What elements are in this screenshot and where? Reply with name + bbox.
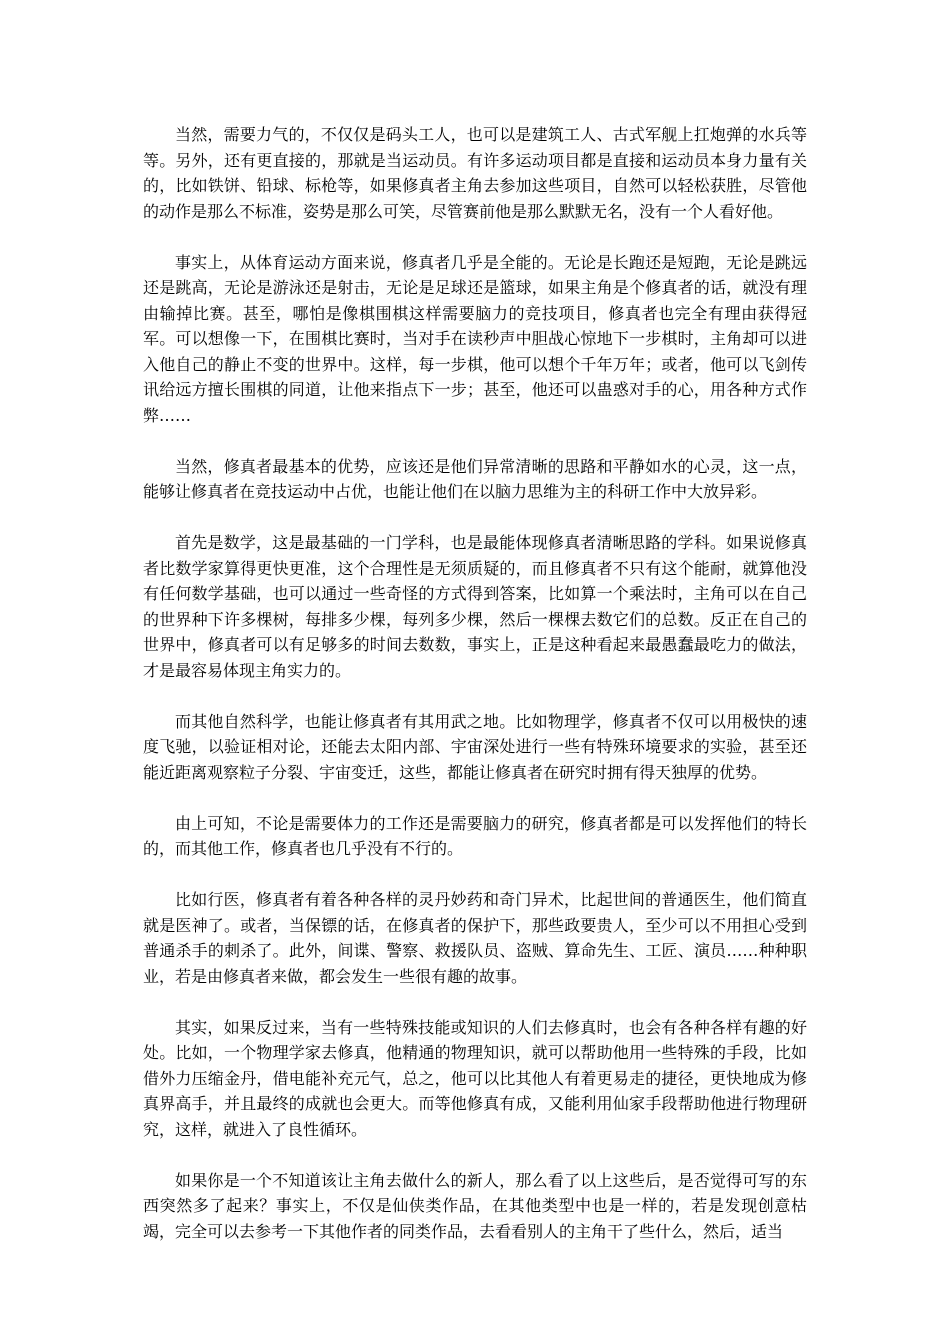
paragraph: 由上可知，不论是需要体力的工作还是需要脑力的研究，修真者都是可以发挥他们的特长的，而其他工作，修真者也几乎没有不行的。 [143, 813, 807, 858]
paragraph: 首先是数学，这是最基础的一门学科，也是最能体现修真者清晰思路的学科。如果说修真者比数学家算得更快更准，这个合理性是无须质疑的，而且修真者不只有这个能耐，就算他没有任何数学基础，也可以通过一些奇怪的方式得到答案，比如算一个乘法时，主角可以在自己的世界种下许多棵树，每排多少棵，每列多少棵，然后一棵棵去数它们的总数。反正在自己的世界中，修真者可以有足够多的时间去数数，事实上，正是这种看起来最愚蠢最吃力的做法，才是最容易体现主角实力的。 [143, 533, 807, 680]
document-body [143, 122, 807, 1270]
paragraph: 当然，需要力气的，不仅仅是码头工人，也可以是建筑工人、古式军舰上扛炮弹的水兵等等。另外，还有更直接的，那就是当运动员。有许多运动项目都是直接和运动员本身力量有关的，比如铁饼、铅球、标枪等，如果修真者主角去参加这些项目，自然可以轻松获胜，尽管他的动作是那么不标准，姿势是那么可笑，尽管赛前他是那么默默无名，没有一个人看好他。 [143, 125, 807, 221]
paragraph: 事实上，从体育运动方面来说，修真者几乎是全能的。无论是长跑还是短跑，无论是跳远还是跳高，无论是游泳还是射击，无论是足球还是篮球，如果主角是个修真者的话，就没有理由输掉比赛。甚至，哪怕是像棋围棋这样需要脑力的竞技项目，修真者也完全有理由获得冠军。可以想像一下，在围棋比赛时，当对手在读秒声中胆战心惊地下一步棋时，主角却可以进入他自己的静止不变的世界中。这样，每一步棋，他可以想个千年万年；或者，他可以飞剑传讯给远方擅长围棋的同道，让他来指点下一步；甚至，他还可以蛊惑对手的心，用各种方式作弊…… [143, 252, 807, 425]
paragraph: 比如行医，修真者有着各种各样的灵丹妙药和奇门异术，比起世间的普通医生，他们简直就是医神了。或者，当保镖的话，在修真者的保护下，那些政要贵人，至少可以不用担心受到普通杀手的刺杀了。此外，间谍、警察、救援队员、盗贼、算命先生、工匠、演员……种种职业，若是由修真者来做，都会发生一些很有趣的故事。 [143, 890, 807, 986]
paragraph: 而其他自然科学，也能让修真者有其用武之地。比如物理学，修真者不仅可以用极快的速度飞驰，以验证相对论，还能去太阳内部、宇宙深处进行一些有特殊环境要求的实验，甚至还能近距离观察粒子分裂、宇宙变迁，这些，都能让修真者在研究时拥有得天独厚的优势。 [143, 711, 807, 782]
paragraph: 当然，修真者最基本的优势，应该还是他们异常清晰的思路和平静如水的心灵，这一点，能够让修真者在竞技运动中占优，也能让他们在以脑力思维为主的科研工作中大放异彩。 [143, 456, 807, 501]
paragraph: 其实，如果反过来，当有一些特殊技能或知识的人们去修真时，也会有各种各样有趣的好处。比如，一个物理学家去修真，他精通的物理知识，就可以帮助他用一些特殊的手段，比如借外力压缩金丹，借电能补充元气，总之，他可以比其他人有着更易走的捷径，更快地成为修真界高手，并且最终的成就也会更大。而等他修真有成，又能利用仙家手段帮助他进行物理研究，这样，就进入了良性循环。 [143, 1017, 807, 1139]
paragraph: 如果你是一个不知道该让主角去做什么的新人，那么看了以上这些后，是否觉得可写的东西突然多了起来？事实上，不仅是仙侠类作品，在其他类型中也是一样的，若是发现创意枯竭，完全可以去参考一下其他作者的同类作品，去看看别人的主角干了些什么，然后，适当 [143, 1170, 807, 1241]
